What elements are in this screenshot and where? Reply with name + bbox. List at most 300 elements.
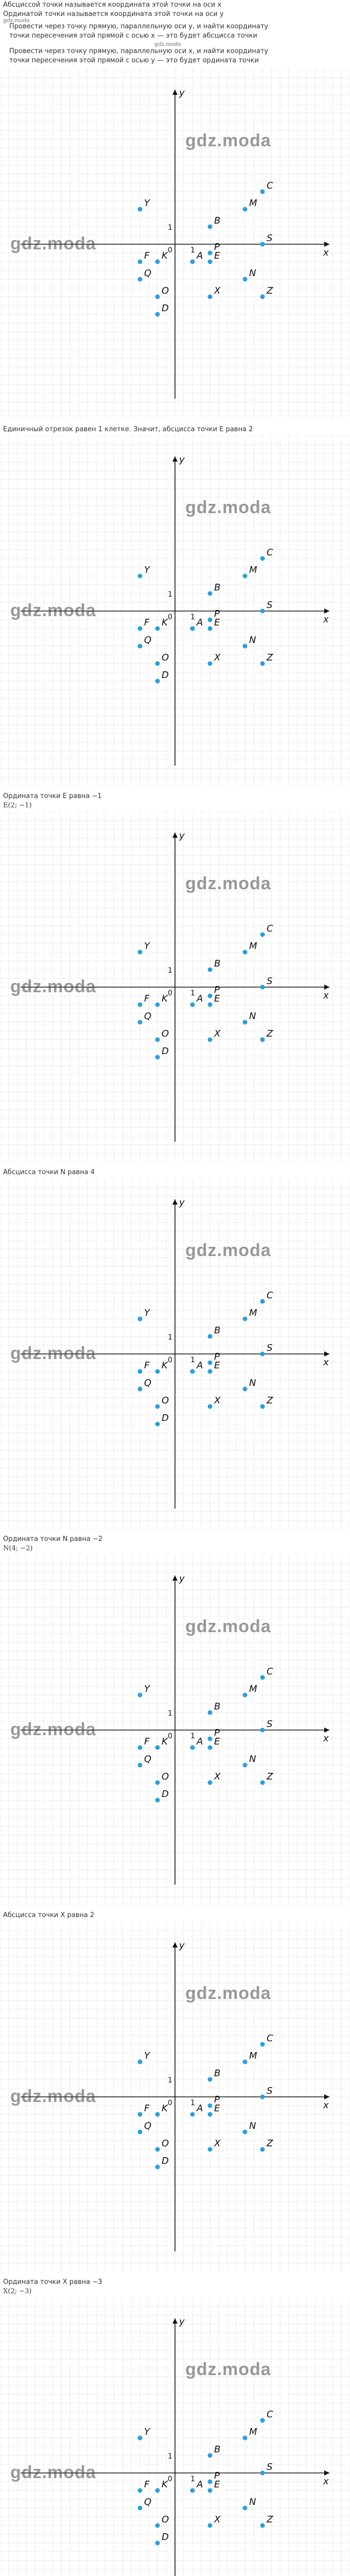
point-marker bbox=[155, 626, 160, 631]
y-arrow-icon bbox=[172, 1942, 178, 1947]
point-label: Q bbox=[144, 2121, 152, 2131]
point-label: F bbox=[144, 993, 150, 1004]
point-label: B bbox=[214, 2068, 221, 2079]
unit-x-label: 1 bbox=[190, 613, 195, 621]
point-label: P bbox=[214, 2094, 220, 2105]
point-label: O bbox=[162, 2138, 169, 2149]
point-marker bbox=[260, 2095, 265, 2099]
point-label: X bbox=[214, 1028, 221, 1039]
coordinate-plane bbox=[0, 812, 350, 1162]
point-marker bbox=[155, 1003, 160, 1007]
point-label: C bbox=[267, 1290, 273, 1301]
point-label: A bbox=[197, 250, 203, 261]
point-label: S bbox=[267, 1719, 273, 1730]
point-label: D bbox=[162, 670, 169, 681]
point-marker bbox=[138, 2436, 143, 2441]
point-marker bbox=[208, 2488, 213, 2493]
point-marker bbox=[155, 1798, 160, 1803]
point-label: X bbox=[214, 2514, 221, 2525]
point-marker bbox=[138, 2506, 143, 2511]
point-marker bbox=[155, 2165, 160, 2170]
point-marker bbox=[138, 207, 143, 212]
point-label: Y bbox=[144, 2427, 150, 2437]
point-marker bbox=[208, 1781, 213, 1785]
point-label: F bbox=[144, 2479, 150, 2490]
abscissa-rule-2: точки пересечения этой прямой с осью x — это будет абсцисса точки bbox=[9, 32, 257, 40]
ordinate-definition: Ординатой точки называется координата этой точки на оси y bbox=[3, 10, 224, 18]
point-marker bbox=[208, 2112, 213, 2117]
point-label: P bbox=[214, 1727, 220, 1738]
point-marker bbox=[208, 1038, 213, 1042]
point-label: Q bbox=[144, 635, 152, 646]
section-text: Абсцисса точки N равна 4 bbox=[3, 1168, 95, 1176]
plane-svg bbox=[0, 2298, 350, 2576]
point-marker bbox=[155, 2523, 160, 2528]
y-arrow-icon bbox=[172, 456, 178, 462]
point-marker bbox=[155, 2541, 160, 2546]
point-marker bbox=[208, 2104, 213, 2108]
point-label: N bbox=[249, 1011, 256, 1022]
point-label: A bbox=[197, 993, 203, 1004]
point-label: S bbox=[267, 600, 273, 611]
watermark-small: gdz.moda bbox=[3, 18, 30, 24]
point-marker bbox=[138, 574, 143, 579]
point-label: P bbox=[214, 1351, 220, 1362]
point-label: K bbox=[162, 993, 168, 1004]
point-marker bbox=[208, 1737, 213, 1741]
point-label: C bbox=[267, 2033, 273, 2044]
point-label: A bbox=[197, 1360, 203, 1371]
point-marker bbox=[208, 1369, 213, 1374]
point-label: D bbox=[162, 1046, 169, 1057]
y-arrow-icon bbox=[172, 2318, 178, 2324]
point-label: X bbox=[214, 652, 221, 663]
point-marker bbox=[155, 2147, 160, 2152]
point-marker bbox=[138, 950, 143, 955]
unit-y-label: 1 bbox=[168, 1333, 172, 1342]
point-label: M bbox=[249, 1308, 257, 1318]
watermark-small: gdz.moda bbox=[154, 41, 181, 47]
point-marker bbox=[138, 260, 143, 264]
point-label: Q bbox=[144, 1378, 152, 1388]
unit-x-label: 1 bbox=[190, 246, 195, 255]
point-marker bbox=[155, 1055, 160, 1060]
point-label: F bbox=[144, 617, 150, 628]
x-arrow-icon bbox=[324, 985, 329, 990]
point-label: E bbox=[214, 993, 220, 1004]
point-marker bbox=[208, 2077, 213, 2082]
point-label: Y bbox=[144, 1308, 150, 1318]
y-axis-label: y bbox=[179, 1197, 185, 1208]
point-marker bbox=[155, 2112, 160, 2117]
point-label: M bbox=[249, 198, 257, 209]
point-marker bbox=[208, 662, 213, 666]
point-marker bbox=[260, 556, 265, 561]
y-axis-label: y bbox=[179, 454, 185, 465]
point-marker bbox=[260, 2523, 265, 2528]
watermark: gdz.moda bbox=[10, 977, 96, 996]
section-text: Ордината точки N равна −2 bbox=[3, 1535, 103, 1543]
point-label: P bbox=[214, 608, 220, 619]
point-marker bbox=[155, 1745, 160, 1750]
point-marker bbox=[155, 2488, 160, 2493]
point-marker bbox=[260, 1781, 265, 1785]
point-marker bbox=[243, 1693, 248, 1698]
abscissa-definition: Абсциссой точки называется координата этой точки на оси x bbox=[3, 1, 222, 9]
point-marker bbox=[260, 1404, 265, 1409]
point-marker bbox=[243, 644, 248, 649]
origin-label: 0 bbox=[168, 989, 172, 997]
point-label: O bbox=[162, 1395, 169, 1406]
coordinate-plane bbox=[0, 436, 350, 786]
point-marker bbox=[138, 1369, 143, 1374]
point-label: N bbox=[249, 1754, 256, 1765]
point-marker bbox=[243, 2506, 248, 2511]
unit-x-label: 1 bbox=[190, 1356, 195, 1364]
point-label: Y bbox=[144, 565, 150, 575]
point-label: O bbox=[162, 1771, 169, 1782]
point-marker bbox=[260, 662, 265, 666]
unit-y-label: 1 bbox=[168, 590, 172, 599]
point-marker bbox=[260, 933, 265, 937]
point-marker bbox=[208, 295, 213, 299]
point-marker bbox=[243, 950, 248, 955]
point-label: S bbox=[267, 1343, 273, 1353]
point-label: K bbox=[162, 1736, 168, 1747]
unit-y-label: 1 bbox=[168, 224, 172, 232]
point-label: K bbox=[162, 2103, 168, 2114]
point-marker bbox=[260, 985, 265, 990]
point-marker bbox=[138, 2112, 143, 2117]
point-label: B bbox=[214, 215, 221, 226]
point-marker bbox=[208, 2453, 213, 2458]
point-label: E bbox=[214, 1360, 220, 1371]
point-label: Z bbox=[267, 2138, 273, 2149]
point-label: D bbox=[162, 2532, 169, 2543]
point-label: S bbox=[267, 2086, 273, 2096]
y-arrow-icon bbox=[172, 90, 178, 95]
watermark: gdz.moda bbox=[185, 1241, 271, 1260]
point-label: F bbox=[144, 2103, 150, 2114]
watermark: gdz.moda bbox=[185, 1984, 271, 2003]
point-marker bbox=[190, 2112, 195, 2117]
point-label: Z bbox=[267, 1028, 273, 1039]
point-label: F bbox=[144, 1736, 150, 1747]
point-marker bbox=[155, 1038, 160, 1042]
point-marker bbox=[260, 1728, 265, 1733]
point-marker bbox=[243, 1020, 248, 1025]
unit-y-label: 1 bbox=[168, 967, 172, 975]
point-label: Z bbox=[267, 1771, 273, 1782]
section-text: Ордината точки X равна −3 bbox=[3, 2278, 102, 2286]
point-label: N bbox=[249, 268, 256, 279]
origin-label: 0 bbox=[168, 2099, 172, 2107]
point-marker bbox=[138, 1317, 143, 1321]
point-label: C bbox=[267, 1666, 273, 1677]
x-arrow-icon bbox=[324, 608, 329, 614]
watermark: gdz.moda bbox=[185, 2360, 271, 2379]
point-marker bbox=[138, 2488, 143, 2493]
point-marker bbox=[243, 2130, 248, 2134]
point-marker bbox=[260, 1675, 265, 1680]
ordinate-rule-2: точки пересечения этой прямой с осью y — это будет ордината точки bbox=[9, 57, 259, 64]
y-axis-label: y bbox=[179, 1940, 185, 1951]
unit-y-label: 1 bbox=[168, 2076, 172, 2084]
point-marker bbox=[190, 1369, 195, 1374]
point-label: S bbox=[267, 976, 273, 987]
point-label: Z bbox=[267, 652, 273, 663]
point-marker bbox=[208, 1745, 213, 1750]
point-label: S bbox=[267, 2462, 273, 2472]
point-label: C bbox=[267, 923, 273, 934]
y-arrow-icon bbox=[172, 1199, 178, 1205]
origin-label: 0 bbox=[168, 613, 172, 621]
point-marker bbox=[243, 1763, 248, 1768]
point-marker bbox=[208, 260, 213, 264]
point-marker bbox=[260, 242, 265, 247]
point-marker bbox=[190, 1745, 195, 1750]
point-marker bbox=[155, 260, 160, 264]
point-label: M bbox=[249, 565, 257, 575]
origin-label: 0 bbox=[168, 2475, 172, 2483]
point-marker bbox=[208, 618, 213, 622]
point-label: Y bbox=[144, 2050, 150, 2061]
point-label: Y bbox=[144, 941, 150, 952]
unit-x-label: 1 bbox=[190, 1732, 195, 1740]
point-marker bbox=[155, 679, 160, 684]
point-label: A bbox=[197, 1736, 203, 1747]
x-axis-label: x bbox=[323, 1357, 329, 1368]
point-marker bbox=[260, 2418, 265, 2423]
point-label: O bbox=[162, 285, 169, 296]
point-marker bbox=[155, 1369, 160, 1374]
watermark: gdz.moda bbox=[185, 131, 271, 150]
point-marker bbox=[243, 1317, 248, 1321]
point-marker bbox=[260, 295, 265, 299]
point-label: N bbox=[249, 2497, 256, 2507]
watermark: gdz.moda bbox=[185, 1617, 271, 1636]
point-marker bbox=[155, 1422, 160, 1427]
point-marker bbox=[208, 2147, 213, 2152]
point-label: Y bbox=[144, 1684, 150, 1694]
abscissa-rule-1: Провести через точку прямую, параллельную оси y, и найти координату bbox=[9, 23, 269, 30]
unit-x-label: 1 bbox=[190, 989, 195, 997]
point-label: M bbox=[249, 941, 257, 952]
point-marker bbox=[208, 1361, 213, 1365]
point-marker bbox=[208, 994, 213, 998]
point-marker bbox=[138, 626, 143, 631]
watermark: gdz.moda bbox=[10, 601, 96, 620]
point-label: P bbox=[214, 242, 220, 252]
x-arrow-icon bbox=[324, 2470, 329, 2476]
point-marker bbox=[208, 251, 213, 256]
point-label: D bbox=[162, 1413, 169, 1423]
point-marker bbox=[243, 574, 248, 579]
point-marker bbox=[190, 2488, 195, 2493]
x-axis-label: x bbox=[323, 1733, 329, 1744]
point-label: X bbox=[214, 1771, 221, 1782]
y-arrow-icon bbox=[172, 833, 178, 838]
x-arrow-icon bbox=[324, 242, 329, 247]
point-coordinates: X(2; −3) bbox=[3, 2287, 32, 2295]
point-marker bbox=[190, 626, 195, 631]
x-arrow-icon bbox=[324, 1727, 329, 1733]
watermark: gdz.moda bbox=[10, 1720, 96, 1739]
point-label: F bbox=[144, 1360, 150, 1371]
x-arrow-icon bbox=[324, 1351, 329, 1357]
point-marker bbox=[243, 2436, 248, 2441]
point-label: P bbox=[214, 985, 220, 995]
watermark: gdz.moda bbox=[10, 1344, 96, 1363]
x-arrow-icon bbox=[324, 2094, 329, 2099]
point-marker bbox=[155, 312, 160, 317]
point-marker bbox=[243, 277, 248, 282]
point-coordinates: N(4; −2) bbox=[3, 1545, 33, 1552]
point-marker bbox=[260, 1352, 265, 1357]
origin-label: 0 bbox=[168, 246, 172, 255]
point-label: A bbox=[197, 2479, 203, 2490]
point-marker bbox=[243, 1387, 248, 1392]
point-label: E bbox=[214, 1736, 220, 1747]
y-axis-label: y bbox=[179, 2316, 185, 2327]
point-marker bbox=[138, 1763, 143, 1768]
point-label: A bbox=[197, 2103, 203, 2114]
point-label: M bbox=[249, 2427, 257, 2437]
point-label: O bbox=[162, 2514, 169, 2525]
point-label: B bbox=[214, 1325, 221, 1336]
point-label: B bbox=[214, 582, 221, 593]
point-marker bbox=[208, 1710, 213, 1715]
point-label: X bbox=[214, 285, 221, 296]
point-marker bbox=[155, 1404, 160, 1409]
point-marker bbox=[155, 1781, 160, 1785]
point-marker bbox=[208, 591, 213, 596]
point-label: C bbox=[267, 2409, 273, 2420]
watermark: gdz.moda bbox=[10, 2087, 96, 2106]
point-label: E bbox=[214, 2103, 220, 2114]
x-axis-label: x bbox=[323, 2100, 329, 2111]
point-marker bbox=[208, 2480, 213, 2484]
point-label: E bbox=[214, 250, 220, 261]
point-marker bbox=[138, 2130, 143, 2134]
watermark: gdz.moda bbox=[185, 874, 271, 893]
point-label: O bbox=[162, 1028, 169, 1039]
point-marker bbox=[138, 1003, 143, 1007]
ordinate-rule-1: Провести через точку прямую, параллельную оси x, и найти координату bbox=[9, 47, 269, 55]
point-label: Z bbox=[267, 2514, 273, 2525]
coordinate-plane bbox=[0, 1922, 350, 2272]
point-marker bbox=[138, 1387, 143, 1392]
point-label: C bbox=[267, 547, 273, 558]
point-label: S bbox=[267, 233, 273, 244]
watermark: gdz.moda bbox=[10, 234, 96, 253]
x-axis-label: x bbox=[323, 2476, 329, 2487]
section-text: Абсцисса точки X равна 2 bbox=[3, 1911, 95, 1919]
point-label: Q bbox=[144, 2497, 152, 2507]
point-label: P bbox=[214, 2470, 220, 2481]
point-label: B bbox=[214, 1701, 221, 1712]
point-marker bbox=[155, 662, 160, 666]
point-marker bbox=[243, 207, 248, 212]
point-marker bbox=[138, 1745, 143, 1750]
point-marker bbox=[138, 277, 143, 282]
point-marker bbox=[260, 2147, 265, 2152]
point-coordinates: E(2; −1) bbox=[3, 802, 32, 809]
coordinate-plane bbox=[0, 69, 350, 419]
point-label: K bbox=[162, 1360, 168, 1371]
point-label: F bbox=[144, 250, 150, 261]
point-marker bbox=[260, 2042, 265, 2047]
unit-x-label: 1 bbox=[190, 2099, 195, 2107]
y-axis-label: y bbox=[179, 1573, 185, 1584]
point-marker bbox=[260, 609, 265, 614]
point-label: M bbox=[249, 2050, 257, 2061]
point-label: D bbox=[162, 2156, 169, 2166]
point-label: Q bbox=[144, 1011, 152, 1022]
unit-y-label: 1 bbox=[168, 1709, 172, 1718]
point-label: Q bbox=[144, 268, 152, 279]
point-marker bbox=[208, 2523, 213, 2528]
point-marker bbox=[208, 1003, 213, 1007]
watermark: gdz.moda bbox=[185, 498, 271, 517]
point-label: K bbox=[162, 617, 168, 628]
point-label: A bbox=[197, 617, 203, 628]
point-marker bbox=[208, 968, 213, 972]
point-label: D bbox=[162, 303, 169, 314]
point-label: M bbox=[249, 1684, 257, 1694]
point-marker bbox=[138, 2060, 143, 2064]
point-marker bbox=[208, 225, 213, 229]
point-label: N bbox=[249, 635, 256, 646]
point-label: X bbox=[214, 1395, 221, 1406]
point-label: N bbox=[249, 2121, 256, 2131]
point-label: B bbox=[214, 2444, 221, 2455]
point-label: X bbox=[214, 2138, 221, 2149]
point-marker bbox=[260, 190, 265, 194]
point-marker bbox=[260, 2471, 265, 2476]
point-label: K bbox=[162, 2479, 168, 2490]
origin-label: 0 bbox=[168, 1356, 172, 1364]
point-marker bbox=[155, 295, 160, 299]
x-axis-label: x bbox=[323, 614, 329, 625]
point-label: E bbox=[214, 2479, 220, 2490]
point-label: D bbox=[162, 1789, 169, 1800]
point-marker bbox=[208, 626, 213, 631]
x-axis-label: x bbox=[323, 247, 329, 258]
unit-x-label: 1 bbox=[190, 2475, 195, 2483]
coordinate-plane bbox=[0, 1179, 350, 1529]
point-label: Z bbox=[267, 285, 273, 296]
point-marker bbox=[190, 260, 195, 264]
y-axis-label: y bbox=[179, 831, 185, 841]
point-label: E bbox=[214, 617, 220, 628]
origin-label: 0 bbox=[168, 1732, 172, 1740]
point-label: C bbox=[267, 180, 273, 191]
watermark: gdz.moda bbox=[10, 2463, 96, 2482]
unit-y-label: 1 bbox=[168, 2452, 172, 2461]
point-marker bbox=[243, 2060, 248, 2064]
point-marker bbox=[138, 644, 143, 649]
y-arrow-icon bbox=[172, 1575, 178, 1581]
x-axis-label: x bbox=[323, 990, 329, 1001]
point-marker bbox=[260, 1038, 265, 1042]
point-marker bbox=[208, 1404, 213, 1409]
point-marker bbox=[208, 1334, 213, 1339]
y-axis-label: y bbox=[179, 88, 185, 98]
point-label: Y bbox=[144, 198, 150, 209]
point-label: B bbox=[214, 958, 221, 969]
point-marker bbox=[138, 1020, 143, 1025]
